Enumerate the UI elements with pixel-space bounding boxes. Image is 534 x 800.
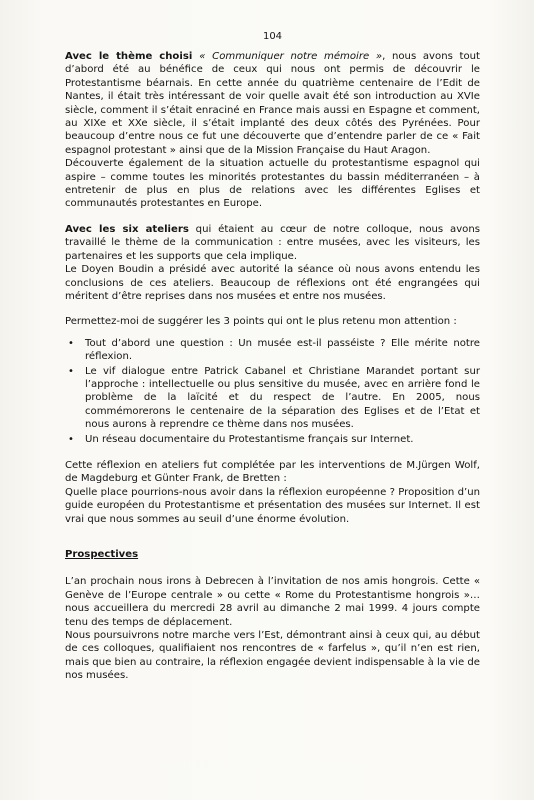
complement-second-paragraph: Quelle place pourrions-nous avoir dans la réflexion européenne ? Proposition d’un guide européen du Protestantisme et présentation des musées sur Internet. Il est vrai que nous sommes au seuil d’une énorme évolution. — [65, 486, 480, 525]
list-item — [68, 337, 480, 364]
list-item-text: Tout d’abord une question : Un musée est-il passéiste ? Elle mérite notre réflexion. — [85, 337, 480, 363]
list-item — [68, 433, 480, 446]
bullet-icon: • — [68, 365, 74, 377]
list-item-text: Le vif dialogue entre Patrick Cabanel et Christiane Marandet portant sur l’approche : intellectuelle ou plus sensitive du musée, avec en arrière fond le problème de la laïcité et du respect de l’autre. En 2005, nous commémorerons le centenaire de la séparation des Eglises et de l’Etat et nous aurons à reprendre ce thème dans nos musées. — [85, 365, 480, 431]
ateliers-second-paragraph: Le Doyen Boudin a présidé avec autorité la séance où nous avons entendu les conclusions de ces ateliers. Beaucoup de réflexions ont été engrangées qui méritent d’être reprises dans nos musées et entre nos musées. — [65, 264, 480, 302]
ateliers-body: qui étaient au cœur de notre colloque, nous avons travaillé le thème de la communication : entre musées, avec les visiteurs, les partenaires et les supports que cela implique. — [65, 223, 481, 262]
intro-paragraph — [65, 50, 480, 157]
bullet-icon: • — [68, 337, 74, 349]
prospectives-paragraph: L’an prochain nous irons à Debrecen à l’invitation de nos amis hongrois. Cette « Genève de l’Europe centrale » ou cette « Rome du Protestantisme hongrois »… nous accueillera du mercredi 28 avril au dimanche 2 mai 1999. 4 jours compte tenu des temps de déplacement. — [65, 576, 480, 628]
list-item — [68, 365, 480, 432]
prospectives-second-paragraph: Nous poursuivrons notre marche vers l’Est, démontrant ainsi à ceux qui, au début de ces colloques, qualifiaient nos rencontres de « farfelus », qu’il n’en est rien, mais que bien au contraire, la réflexion engagée devient indispensable à la vie de nos musées. — [65, 630, 480, 682]
ateliers-paragraph — [65, 223, 480, 263]
points-list — [65, 337, 480, 446]
ateliers-lead: Avec les six ateliers — [65, 223, 189, 235]
page-number: 104 — [262, 31, 283, 42]
intro-theme-title: « Communiquer notre mémoire » — [199, 51, 383, 62]
complement-paragraph: Cette réflexion en ateliers fut complétée par les interventions de M.Jürgen Wolf, de Magdeburg et Günter Frank, de Bretten : — [65, 459, 480, 485]
section-heading: Prospectives — [65, 549, 139, 560]
intro-lead: Avec le thème choisi — [65, 51, 200, 62]
bullet-icon: • — [68, 433, 74, 445]
points-intro: Permettez-moi de suggérer les 3 points qui ont le plus retenu mon attention : — [65, 316, 457, 328]
list-item-text: Un réseau documentaire du Protestantisme français sur Internet. — [85, 433, 414, 445]
intro-second-paragraph: Découverte également de la situation actuelle du protestantisme espagnol qui aspire – comme toutes les minorités protestantes du bassin méditerranéen – à entretenir de plus en plus de relations avec les différentes Eglises et communautés protestantes en Europe. — [65, 158, 480, 210]
intro-body: , nous avons tout d’abord été au bénéfice de ceux qui nous ont permis de découvrir le Protestantisme béarnais. En cette année du quatrième centenaire de l’Edit de Nantes, il était très intéressant de voir quelle avait été son introduction au XVIe siècle, comment il s’était enraciné en France mais aussi en Espagne et comment, au XIXe et XXe siècle, il s’était implanté des deux côtés des Pyrénées. Pour beaucoup d’entre nous ce fut une découverte que d’entendre parler de ce « Fait espagnol protestant » ainsi que de la Mission Française du Haut Aragon. — [65, 51, 480, 156]
